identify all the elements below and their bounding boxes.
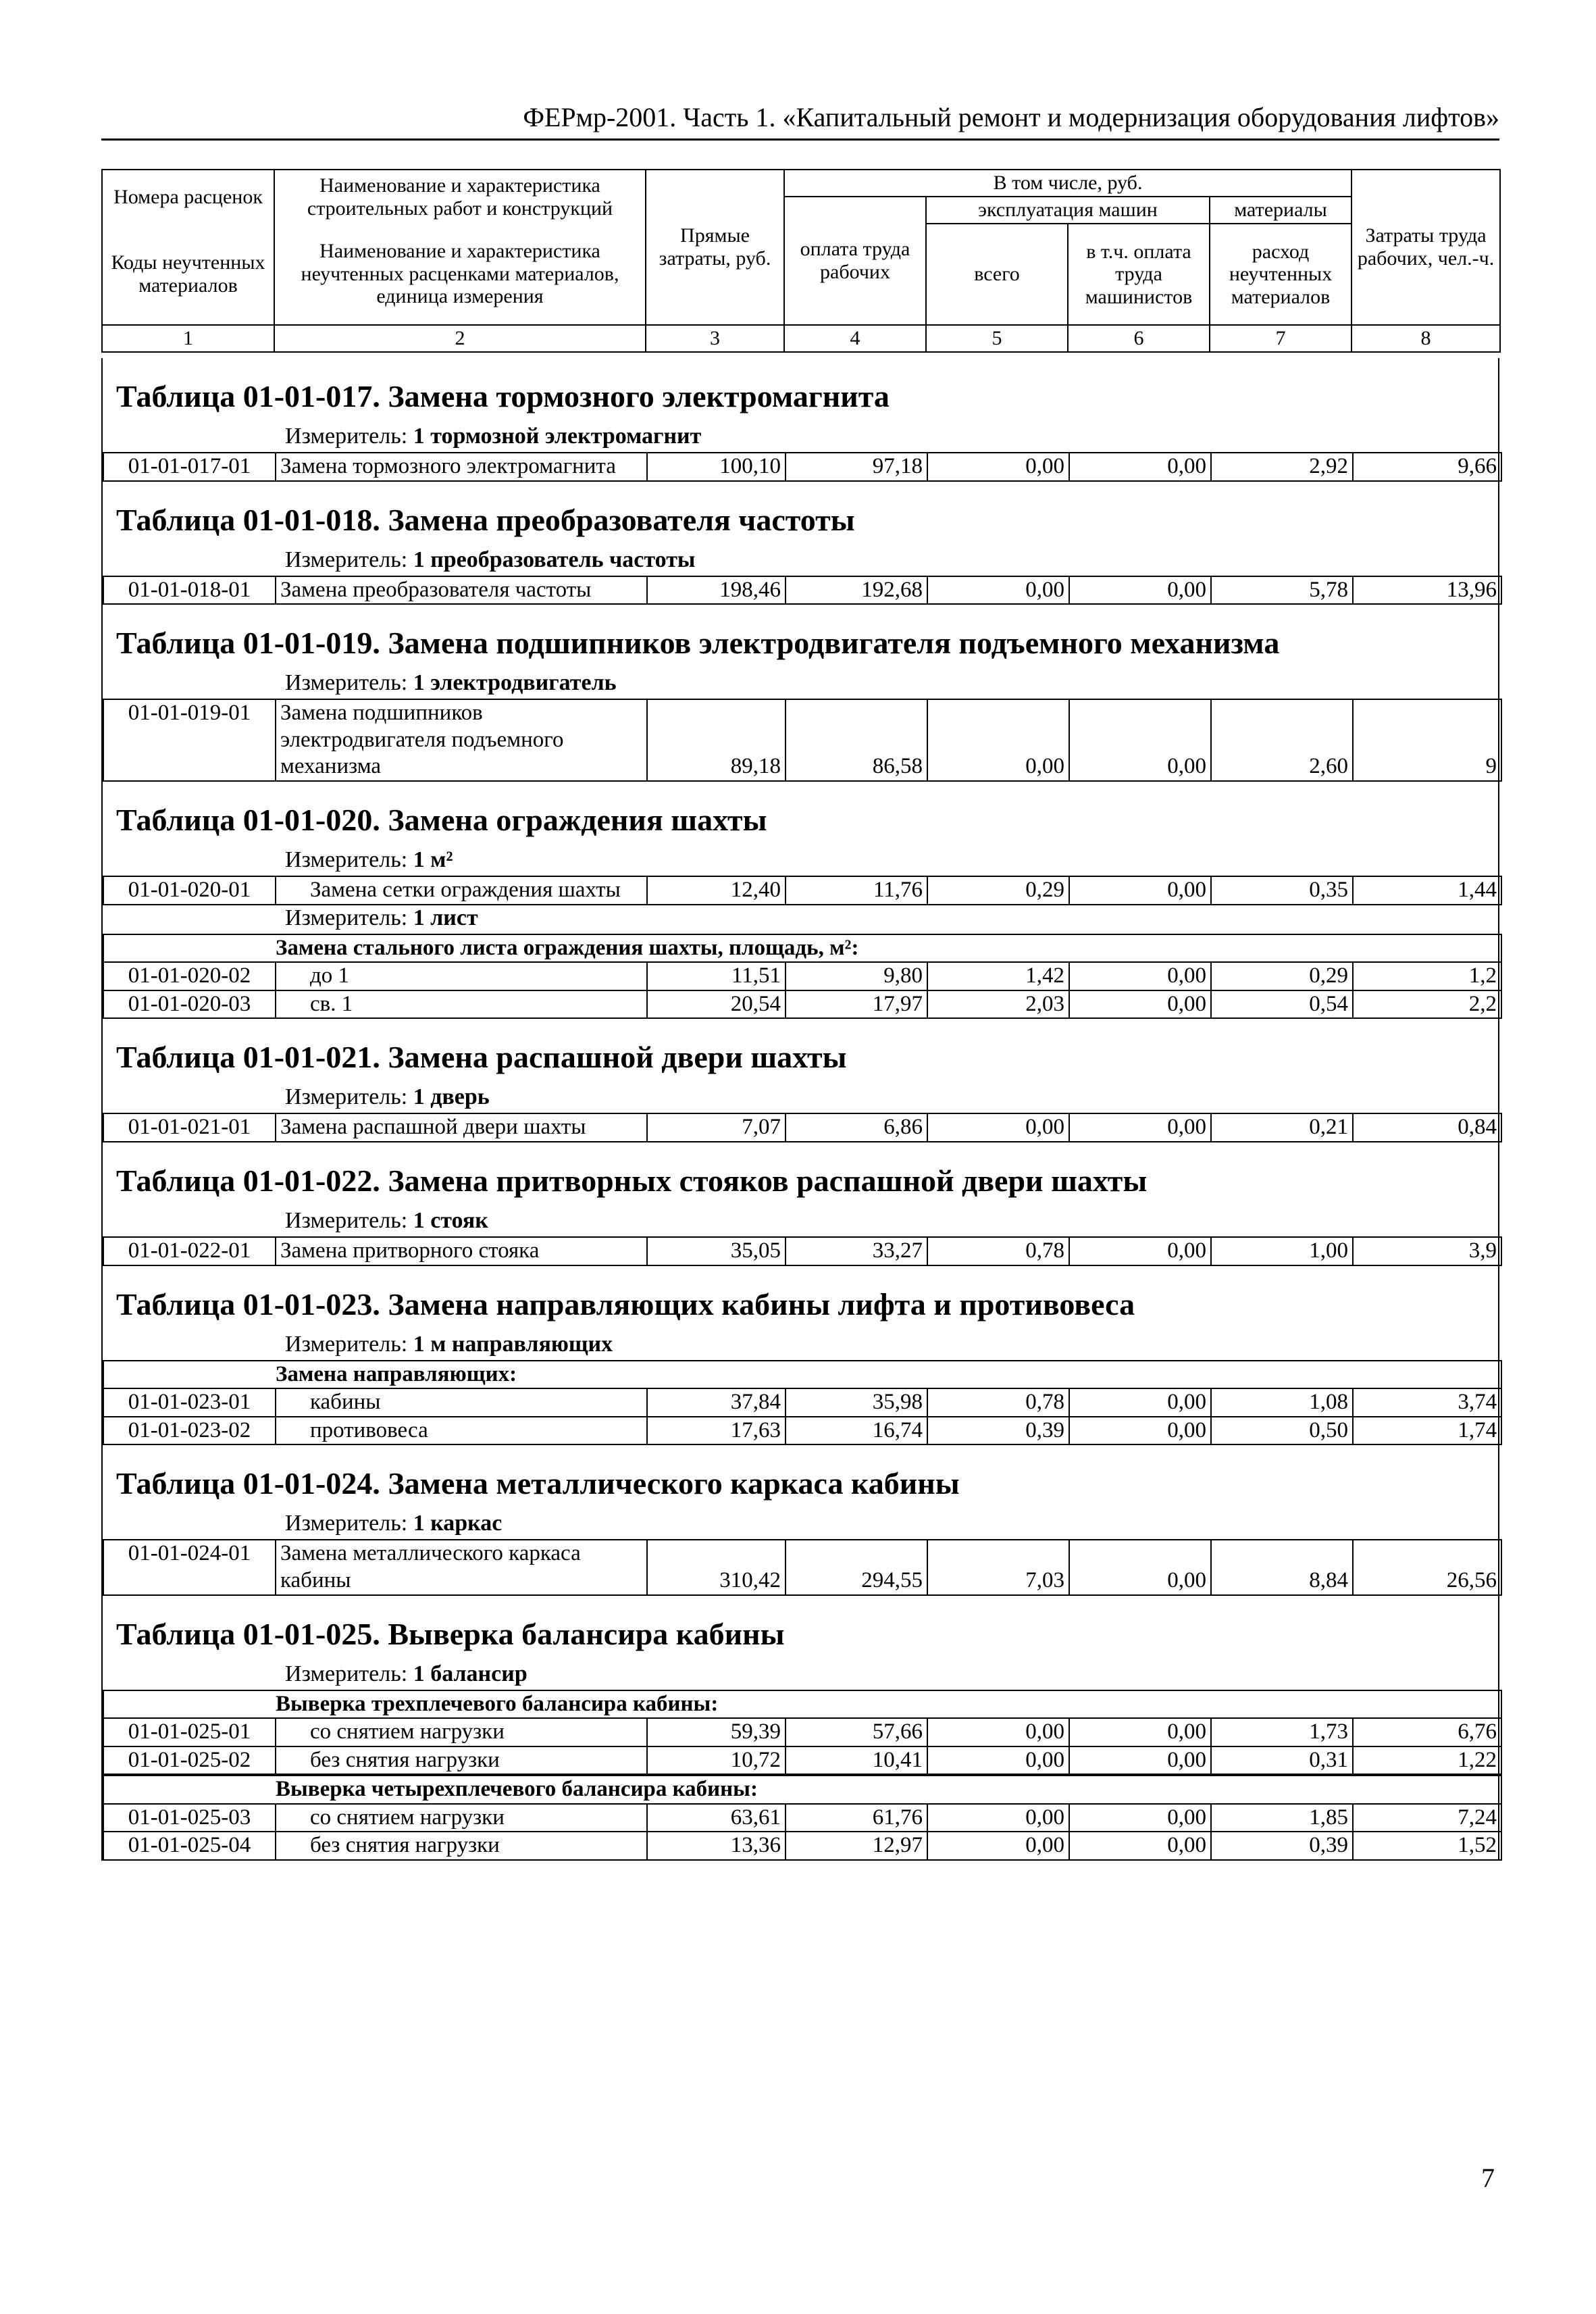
value-direct: 12,40 xyxy=(647,876,786,905)
work-name: Замена преобразователя частоты xyxy=(276,576,647,605)
value-mach: 0,78 xyxy=(927,1388,1069,1417)
meter-value: 1 стояк xyxy=(413,1207,488,1233)
meter-label: Измеритель: xyxy=(285,905,408,930)
value-mat: 2,92 xyxy=(1211,453,1353,481)
value-mach-labor: 0,00 xyxy=(1069,453,1211,481)
rate-code: 01-01-024-01 xyxy=(103,1540,276,1594)
rates-table xyxy=(103,576,1502,605)
work-name: Замена подшипников электродвигателя подъемного механизма xyxy=(276,699,647,781)
meter-line xyxy=(103,1208,1498,1236)
value-mach-labor: 0,00 xyxy=(1069,1113,1211,1142)
value-mach-labor: 0,00 xyxy=(1069,1237,1211,1265)
col-number: 4 xyxy=(784,325,926,352)
col2-top-header: Наименование и характеристика строительных работ и конструкций xyxy=(274,170,646,224)
machines-header: эксплуатация машин xyxy=(926,197,1210,224)
value-labor: 17,97 xyxy=(786,990,927,1019)
table-row xyxy=(103,1113,1501,1142)
value-hours: 2,2 xyxy=(1353,990,1501,1019)
col-number: 5 xyxy=(926,325,1068,352)
value-mat: 0,35 xyxy=(1211,876,1353,905)
value-mach: 0,00 xyxy=(927,1832,1069,1860)
value-mach: 1,42 xyxy=(927,962,1069,990)
table-row xyxy=(103,876,1501,905)
section-title: Таблица 01-01-021. Замена распашной двери шахты xyxy=(116,1040,847,1075)
work-name: св. 1 xyxy=(276,990,647,1019)
value-hours: 26,56 xyxy=(1353,1540,1501,1594)
section-title: Таблица 01-01-018. Замена преобразователя частоты xyxy=(116,502,855,537)
value-labor: 97,18 xyxy=(786,453,927,481)
value-mat: 0,54 xyxy=(1211,990,1353,1019)
rate-code: 01-01-025-02 xyxy=(103,1746,276,1775)
value-direct: 35,05 xyxy=(647,1237,786,1265)
value-labor: 61,76 xyxy=(786,1804,927,1832)
rates-table xyxy=(103,1236,1502,1266)
work-name: со снятием нагрузки xyxy=(276,1804,647,1832)
value-direct: 37,84 xyxy=(647,1388,786,1417)
col-number: 6 xyxy=(1068,325,1210,352)
value-hours: 1,2 xyxy=(1353,962,1501,990)
table-row xyxy=(103,453,1501,481)
value-mat: 0,29 xyxy=(1211,962,1353,990)
section-title: Таблица 01-01-019. Замена подшипников электродвигателя подъемного механизма xyxy=(116,626,1280,661)
meter-value: 1 тормозной электромагнит xyxy=(413,424,702,449)
value-labor: 35,98 xyxy=(786,1388,927,1417)
section-6 xyxy=(101,1266,1499,1446)
meter-value: 1 преобразователь частоты xyxy=(413,547,696,572)
section-0 xyxy=(101,358,1499,482)
page-number: 7 xyxy=(1481,2163,1495,2193)
value-mat: 0,39 xyxy=(1211,1832,1353,1860)
value-hours: 3,74 xyxy=(1353,1388,1501,1417)
value-direct: 89,18 xyxy=(647,699,786,781)
value-mat: 8,84 xyxy=(1211,1540,1353,1594)
rates-table xyxy=(103,1360,1502,1446)
value-mach-labor: 0,00 xyxy=(1069,876,1211,905)
value-direct: 11,51 xyxy=(647,962,786,990)
value-labor: 57,66 xyxy=(786,1718,927,1746)
value-labor: 9,80 xyxy=(786,962,927,990)
materials-header: материалы xyxy=(1210,197,1352,224)
rate-code: 01-01-022-01 xyxy=(103,1237,276,1265)
rates-table xyxy=(103,699,1502,782)
work-name: кабины xyxy=(276,1388,647,1417)
work-name: до 1 xyxy=(276,962,647,990)
value-labor: 6,86 xyxy=(786,1113,927,1142)
value-hours: 13,96 xyxy=(1353,576,1501,605)
meter-label: Измеритель: xyxy=(285,1207,408,1233)
section-7 xyxy=(101,1445,1499,1595)
value-direct: 7,07 xyxy=(647,1113,786,1142)
value-direct: 59,39 xyxy=(647,1718,786,1746)
meter-value: 1 м² xyxy=(413,847,453,872)
tables-container xyxy=(101,358,1499,1861)
value-mach: 0,00 xyxy=(927,699,1069,781)
meter-line xyxy=(103,547,1498,576)
value-direct: 63,61 xyxy=(647,1804,786,1832)
value-mat: 1,73 xyxy=(1211,1718,1353,1746)
rate-code: 01-01-020-01 xyxy=(103,876,276,905)
work-name: противовеса xyxy=(276,1417,647,1445)
rate-code: 01-01-017-01 xyxy=(103,453,276,481)
value-direct: 100,10 xyxy=(647,453,786,481)
meter-value: 1 электродвигатель xyxy=(413,670,617,696)
subhead-text: Замена стального листа ограждения шахты, площадь, м²: xyxy=(276,934,1501,963)
value-hours: 1,44 xyxy=(1353,876,1501,905)
section-3 xyxy=(101,782,1499,1019)
table-row xyxy=(103,1746,1501,1775)
meter-line xyxy=(103,1084,1498,1113)
including-header: В том числе, руб. xyxy=(784,170,1352,197)
col1-top-header: Номера расценок xyxy=(102,170,274,224)
value-direct: 17,63 xyxy=(647,1417,786,1445)
rate-code: 01-01-023-02 xyxy=(103,1417,276,1445)
col5-header: всего xyxy=(926,224,1068,325)
column-number-row xyxy=(102,325,1500,352)
work-name: Замена притворного стояка xyxy=(276,1237,647,1265)
meter-value: 1 балансир xyxy=(413,1661,527,1686)
meter-label: Измеритель: xyxy=(285,1084,408,1110)
col-number: 7 xyxy=(1210,325,1352,352)
section-title: Таблица 01-01-020. Замена ограждения шахты xyxy=(116,802,767,837)
work-name: Замена тормозного электромагнита xyxy=(276,453,647,481)
value-labor: 10,41 xyxy=(786,1746,927,1775)
value-mach-labor: 0,00 xyxy=(1069,1417,1211,1445)
section-title: Таблица 01-01-017. Замена тормозного электромагнита xyxy=(116,379,890,413)
value-mach: 0,00 xyxy=(927,1113,1069,1142)
value-mach-labor: 0,00 xyxy=(1069,1540,1211,1594)
section-5 xyxy=(101,1142,1499,1266)
value-mat: 2,60 xyxy=(1211,699,1353,781)
meter-line xyxy=(103,424,1498,452)
col8-header: Затраты труда рабочих, чел.-ч. xyxy=(1352,170,1500,325)
value-mach-labor: 0,00 xyxy=(1069,1832,1211,1860)
value-mach: 0,00 xyxy=(927,1718,1069,1746)
value-mach: 0,29 xyxy=(927,876,1069,905)
subhead-row xyxy=(103,1690,1501,1719)
meter-label: Измеритель: xyxy=(285,1331,408,1357)
work-name: без снятия нагрузки xyxy=(276,1746,647,1775)
col-number: 8 xyxy=(1352,325,1500,352)
rates-table xyxy=(103,1690,1502,1776)
table-row xyxy=(103,962,1501,990)
meter-line xyxy=(103,1511,1498,1539)
value-labor: 16,74 xyxy=(786,1417,927,1445)
value-hours: 3,9 xyxy=(1353,1237,1501,1265)
value-labor: 192,68 xyxy=(786,576,927,605)
table-row xyxy=(103,699,1501,781)
meter-line xyxy=(103,670,1498,699)
value-hours: 9,66 xyxy=(1353,453,1501,481)
meter-label: Измеритель: xyxy=(285,670,408,696)
meter-line xyxy=(103,847,1498,876)
value-hours: 1,22 xyxy=(1353,1746,1501,1775)
meter-line xyxy=(103,1661,1498,1690)
value-mach-labor: 0,00 xyxy=(1069,1718,1211,1746)
value-mat: 1,85 xyxy=(1211,1804,1353,1832)
rates-table xyxy=(103,1539,1502,1595)
table-row xyxy=(103,1237,1501,1265)
value-direct: 13,36 xyxy=(647,1832,786,1860)
col-number: 3 xyxy=(646,325,784,352)
rates-table xyxy=(103,1113,1502,1142)
value-direct: 310,42 xyxy=(647,1540,786,1594)
col3-header: Прямые затраты, руб. xyxy=(646,170,784,325)
section-title: Таблица 01-01-023. Замена направляющих кабины лифта и противовеса xyxy=(116,1286,1135,1322)
work-name: со снятием нагрузки xyxy=(276,1718,647,1746)
meter-label: Измеритель: xyxy=(285,1661,408,1686)
meter-value: 1 каркас xyxy=(413,1511,503,1536)
value-mach: 0,00 xyxy=(927,576,1069,605)
work-name: без снятия нагрузки xyxy=(276,1832,647,1860)
rates-table xyxy=(103,876,1502,905)
value-mat: 0,31 xyxy=(1211,1746,1353,1775)
rate-code: 01-01-019-01 xyxy=(103,699,276,781)
meter-label: Измеритель: xyxy=(285,847,408,872)
rates-table xyxy=(103,1775,1502,1861)
rate-code: 01-01-020-03 xyxy=(103,990,276,1019)
meter-label: Измеритель: xyxy=(285,1511,408,1536)
subhead-text: Замена направляющих: xyxy=(276,1361,1501,1389)
table-row xyxy=(103,1417,1501,1445)
col4-header: оплата труда рабочих xyxy=(784,197,926,325)
value-mat: 0,50 xyxy=(1211,1417,1353,1445)
meter-label: Измеритель: xyxy=(285,424,408,449)
table-row xyxy=(103,1388,1501,1417)
meter-value: 1 лист xyxy=(413,905,478,930)
rate-code: 01-01-023-01 xyxy=(103,1388,276,1417)
subhead-row xyxy=(103,1361,1501,1389)
section-title: Таблица 01-01-024. Замена металлического каркаса кабины xyxy=(116,1466,960,1501)
rates-table xyxy=(103,934,1502,1020)
meter-label: Измеритель: xyxy=(285,547,408,572)
value-mach-labor: 0,00 xyxy=(1069,1804,1211,1832)
value-mat: 5,78 xyxy=(1211,576,1353,605)
rate-code: 01-01-025-03 xyxy=(103,1804,276,1832)
value-mach: 0,00 xyxy=(927,1746,1069,1775)
col-number: 2 xyxy=(274,325,646,352)
col1-bottom-header: Коды неучтенных материалов xyxy=(102,224,274,325)
col7-header: расход неучтенных материалов xyxy=(1210,224,1352,325)
value-hours: 7,24 xyxy=(1353,1804,1501,1832)
section-1 xyxy=(101,482,1499,605)
value-labor: 86,58 xyxy=(786,699,927,781)
table-row xyxy=(103,990,1501,1019)
value-mach-labor: 0,00 xyxy=(1069,576,1211,605)
value-mach-labor: 0,00 xyxy=(1069,990,1211,1019)
table-row xyxy=(103,1832,1501,1860)
value-direct: 10,72 xyxy=(647,1746,786,1775)
value-mach: 0,78 xyxy=(927,1237,1069,1265)
value-mat: 0,21 xyxy=(1211,1113,1353,1142)
col-number: 1 xyxy=(102,325,274,352)
subhead-text: Выверка трехплечевого балансира кабины: xyxy=(276,1690,1501,1719)
table-row xyxy=(103,576,1501,605)
meter-value: 1 дверь xyxy=(413,1084,490,1110)
subhead-text: Выверка четырехплечевого балансира кабины: xyxy=(276,1776,1501,1804)
value-hours: 9 xyxy=(1353,699,1501,781)
value-mach: 7,03 xyxy=(927,1540,1069,1594)
table-row xyxy=(103,1718,1501,1746)
work-name: Замена металлического каркаса кабины xyxy=(276,1540,647,1594)
rate-code: 01-01-020-02 xyxy=(103,962,276,990)
section-4 xyxy=(101,1019,1499,1142)
meter-line xyxy=(103,1332,1498,1360)
column-header-table xyxy=(101,169,1501,353)
value-mach-labor: 0,00 xyxy=(1069,1746,1211,1775)
value-mach-labor: 0,00 xyxy=(1069,699,1211,781)
rate-code: 01-01-018-01 xyxy=(103,576,276,605)
value-hours: 0,84 xyxy=(1353,1113,1501,1142)
value-hours: 1,74 xyxy=(1353,1417,1501,1445)
work-name: Замена распашной двери шахты xyxy=(276,1113,647,1142)
value-mach: 0,39 xyxy=(927,1417,1069,1445)
value-direct: 198,46 xyxy=(647,576,786,605)
value-labor: 33,27 xyxy=(786,1237,927,1265)
meter-line xyxy=(103,905,1498,934)
rate-code: 01-01-021-01 xyxy=(103,1113,276,1142)
col6-header: в т.ч. оплата труда машинистов xyxy=(1068,224,1210,325)
value-hours: 6,76 xyxy=(1353,1718,1501,1746)
table-row xyxy=(103,1804,1501,1832)
work-name: Замена сетки ограждения шахты xyxy=(276,876,647,905)
value-direct: 20,54 xyxy=(647,990,786,1019)
value-mach: 0,00 xyxy=(927,453,1069,481)
running-header: ФЕРмр-2001. Часть 1. «Капитальный ремонт и модернизация оборудования лифтов» xyxy=(101,101,1499,141)
table-row xyxy=(103,1540,1501,1594)
value-mach-labor: 0,00 xyxy=(1069,1388,1211,1417)
rate-code: 01-01-025-04 xyxy=(103,1832,276,1860)
value-hours: 1,52 xyxy=(1353,1832,1501,1860)
value-mat: 1,08 xyxy=(1211,1388,1353,1417)
value-labor: 294,55 xyxy=(786,1540,927,1594)
meter-value: 1 м направляющих xyxy=(413,1331,613,1357)
rate-code: 01-01-025-01 xyxy=(103,1718,276,1746)
col2-bottom-header: Наименование и характеристика неучтенных расценками материалов, единица измерения xyxy=(274,224,646,325)
value-mat: 1,00 xyxy=(1211,1237,1353,1265)
value-labor: 11,76 xyxy=(786,876,927,905)
value-labor: 12,97 xyxy=(786,1832,927,1860)
value-mach-labor: 0,00 xyxy=(1069,962,1211,990)
value-mach: 2,03 xyxy=(927,990,1069,1019)
section-2 xyxy=(101,605,1499,782)
section-title: Таблица 01-01-025. Выверка балансира кабины xyxy=(116,1616,785,1651)
section-8 xyxy=(101,1596,1499,1861)
subhead-row xyxy=(103,1776,1501,1804)
section-title: Таблица 01-01-022. Замена притворных стояков распашной двери шахты xyxy=(116,1163,1148,1198)
rates-table xyxy=(103,452,1502,482)
value-mach: 0,00 xyxy=(927,1804,1069,1832)
subhead-row xyxy=(103,934,1501,963)
